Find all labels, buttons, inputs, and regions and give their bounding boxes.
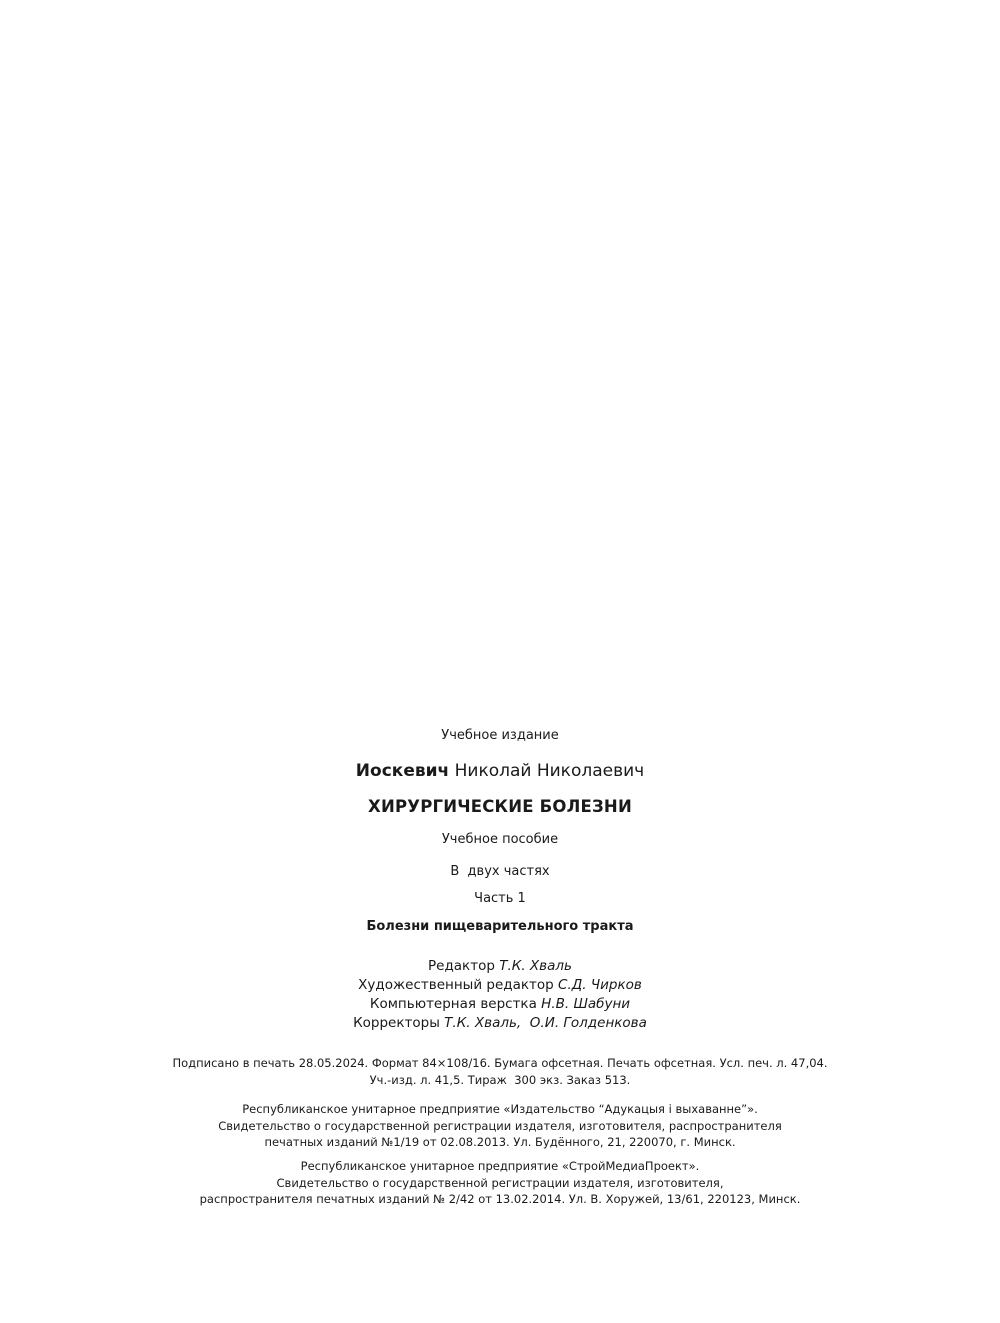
credit-art-editor-name: С.Д. Чирков (558, 977, 642, 993)
credit-layout (0, 995, 1000, 1014)
credit-editor-name: Т.К. Хваль (499, 958, 572, 974)
printer-details (0, 1158, 1000, 1208)
print-details-line-1: Подписано в печать 28.05.2024. Формат 84×108/16. Бумага офсетная. Печать офсетная. Усл. печ. л. 47,04. (172, 1056, 828, 1070)
part-number: Часть 1 (474, 891, 526, 906)
print-details-line-2: Уч.-изд. л. 41,5. Тираж 300 экз. Заказ 513. (369, 1072, 631, 1087)
publisher-details-line-3: печатных изданий №1/19 от 02.08.2013. Ул. Будённого, 21, 220070, г. Минск. (264, 1135, 736, 1149)
parts-count: В двух частях (450, 864, 550, 879)
book-title: ХИРУРГИЧЕСКИЕ БОЛЕЗНИ (368, 797, 632, 816)
printer-details-line-2: Свидетельство о государственной регистрации издателя, изготовителя, (276, 1175, 724, 1190)
printer-details-line-1: Республиканское унитарное предприятие «СтройМедиаПроект». (300, 1159, 700, 1173)
credit-editor (0, 957, 1000, 976)
credits (0, 957, 1000, 1033)
author-line (0, 761, 1000, 781)
credit-proofreaders (0, 1014, 1000, 1033)
credit-art-editor (0, 976, 1000, 995)
credit-layout-label: Компьютерная верстка (369, 996, 537, 1012)
print-details (0, 1055, 1000, 1088)
genre: Учебное пособие (441, 832, 559, 847)
credit-proofreaders-label: Корректоры (353, 1015, 440, 1031)
author-surname: Иоскевич (355, 761, 450, 781)
credit-proofreaders-name: Т.К. Хваль, О.И. Голденкова (444, 1015, 647, 1031)
publisher-details-line-1: Республиканское унитарное предприятие «Издательство “Адукацыя і выхаванне”». (242, 1102, 758, 1116)
part-title: Болезни пищеварительного тракта (366, 919, 634, 934)
publisher-details-line-2: Свидетельство о государственной регистрации издателя, изготовителя, распространителя (218, 1118, 782, 1133)
printer-details-line-3: распространителя печатных изданий № 2/42 от 13.02.2014. Ул. В. Хоружей, 13/61, 220123, Минск. (199, 1192, 801, 1206)
credit-editor-label: Редактор (428, 958, 495, 974)
author-given-names: Николай Николаевич (454, 761, 645, 781)
edition-type: Учебное издание (441, 728, 559, 743)
publisher-details (0, 1101, 1000, 1151)
credit-art-editor-label: Художественный редактор (358, 977, 554, 993)
credit-layout-name: Н.В. Шабуни (541, 996, 631, 1012)
